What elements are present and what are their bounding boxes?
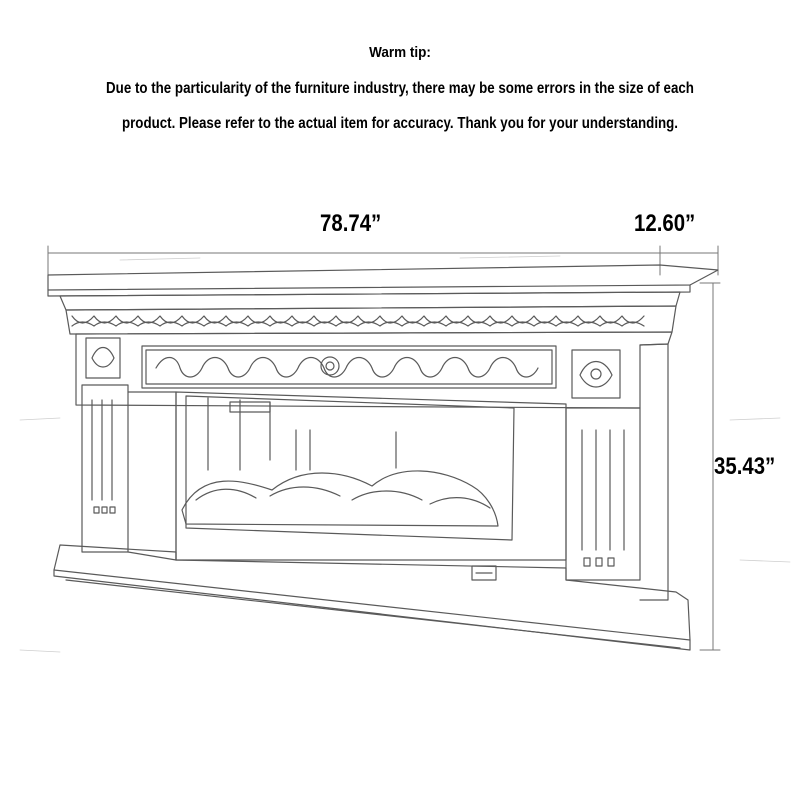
- depth-dimension-label: 12.60”: [634, 210, 696, 237]
- height-dimension-label: 35.43”: [714, 453, 776, 480]
- width-dimension-label: 78.74”: [320, 210, 382, 237]
- firebox: [176, 392, 566, 580]
- crown-carving-band: [66, 306, 676, 334]
- warm-tip-line-2: product. Please refer to the actual item for accuracy. Thank you for your understanding.: [121, 115, 679, 132]
- frieze-panel: [76, 332, 672, 408]
- left-pilaster: [82, 385, 176, 560]
- right-pilaster: [566, 344, 668, 600]
- mantel-top: [48, 265, 718, 310]
- warm-tip-title: Warm tip:: [369, 44, 431, 61]
- fireplace-base: [54, 545, 690, 650]
- warm-tip-line-1: Due to the particularity of the furniture industry, there may be some errors in the size of each: [106, 80, 694, 97]
